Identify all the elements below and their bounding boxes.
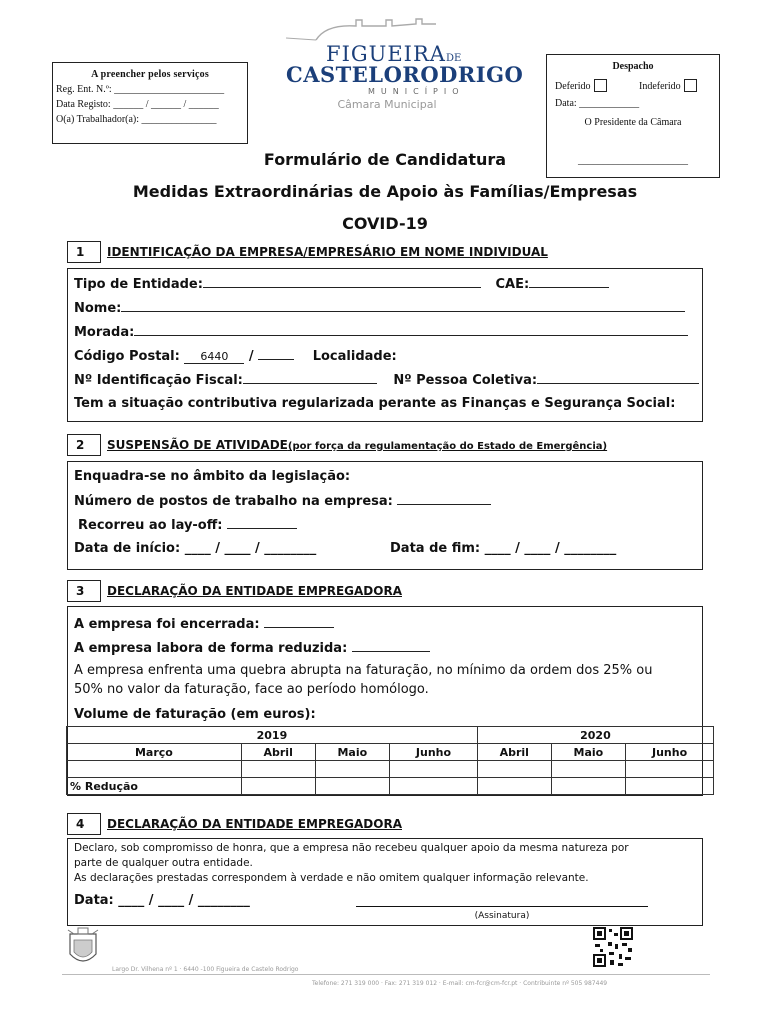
section4-data-field[interactable]: Data: ____ / ____ / ________ — [74, 893, 250, 908]
tipo-entidade-input[interactable] — [203, 276, 481, 288]
data-registo-field[interactable]: Data Registo: ______ / ______ / ______ — [56, 99, 219, 110]
postos-input[interactable] — [397, 493, 491, 505]
nif-input[interactable] — [243, 372, 377, 384]
section4-title: DECLARAÇÃO DA ENTIDADE EMPREGADORA — [107, 817, 402, 831]
section1-title: IDENTIFICAÇÃO DA EMPRESA/EMPRESÁRIO EM NOME INDIVIDUAL — [107, 245, 548, 259]
cp-prefix-input[interactable]: 6440 — [184, 350, 244, 364]
deferido-checkbox[interactable] — [594, 79, 607, 92]
layoff-row: Recorreu ao lay-off: — [78, 517, 297, 533]
section1-header — [67, 241, 689, 263]
logo-subtitle: Câmara Municipal — [337, 98, 437, 111]
codigo-postal-row: Código Postal: 6440 / Localidade: — [74, 349, 397, 364]
table-row — [67, 761, 714, 778]
value-cell[interactable] — [67, 761, 242, 778]
postos-row: Número de postos de trabalho na empresa: — [74, 493, 491, 509]
value-cell[interactable] — [551, 761, 626, 778]
section3-header — [67, 580, 689, 602]
situacao-label: Tem a situação contributiva regularizada perante as Finanças e Segurança Social: — [74, 396, 676, 411]
declaration-line2: parte de qualquer outra entidade. — [74, 857, 253, 869]
section3-title: DECLARAÇÃO DA ENTIDADE EMPREGADORA — [107, 584, 402, 598]
form-title: Formulário de Candidatura — [263, 150, 507, 169]
table-row — [67, 744, 714, 761]
covid-title: COVID-19 — [342, 214, 428, 233]
data-fim-field[interactable]: Data de fim: ____ / ____ / ________ — [390, 541, 617, 556]
tipo-entidade-row: Tipo de Entidade: CAE: — [74, 276, 609, 292]
logo-line1: FIGUEIRADE — [326, 42, 462, 66]
trabalhador-field[interactable]: O(a) Trabalhador(a): _______________ — [56, 114, 217, 125]
castle-icon — [286, 18, 486, 44]
footer-address: Largo Dr. Vilhena nº 1 · 6440 -100 Figueira de Castelo Rodrigo — [112, 966, 299, 973]
despacho-signature-line[interactable]: ______________________ — [578, 155, 688, 166]
municipality-logo — [280, 18, 524, 113]
cae-input[interactable] — [529, 276, 609, 288]
footer-contacts: Telefone: 271 319 000 · Fax: 271 319 012 · E-mail: cm-fcr@cm-fcr.pt · Contribuinte nº 505 987449 — [312, 980, 608, 987]
value-cell[interactable] — [315, 761, 390, 778]
reducao-cell[interactable] — [477, 778, 551, 795]
logo-line3: MUNICÍPIO — [368, 87, 465, 96]
reducao-cell[interactable] — [315, 778, 390, 795]
quebra-line2: 50% no valor da faturação, face ao período homólogo. — [74, 682, 429, 697]
volume-label: Volume de faturação (em euros): — [74, 707, 316, 722]
reduzida-input[interactable] — [352, 640, 430, 652]
signature-line[interactable] — [356, 906, 648, 907]
reducao-label: % Redução — [67, 778, 242, 795]
morada-input[interactable] — [134, 324, 688, 336]
nif-row: Nº Identificação Fiscal: Nº Pessoa Coletiva: — [74, 372, 699, 388]
president-label: O Presidente da Câmara — [584, 117, 682, 128]
section3-number: 3 — [67, 580, 101, 602]
encerrada-row: A empresa foi encerrada: — [74, 616, 334, 632]
data-inicio-field[interactable]: Data de início: ____ / ____ / ________ — [74, 541, 317, 556]
footer-divider — [62, 974, 710, 975]
value-cell[interactable] — [626, 761, 714, 778]
npc-input[interactable] — [537, 372, 699, 384]
quebra-line1: A empresa enfrenta uma quebra abrupta na faturação, no mínimo da ordem dos 25% ou — [74, 663, 653, 678]
layoff-input[interactable] — [227, 517, 297, 529]
col-maio-2020: Maio — [551, 744, 626, 761]
reducao-cell[interactable] — [551, 778, 626, 795]
qr-code-icon — [592, 926, 634, 968]
deferido-option: Deferido — [555, 79, 607, 92]
declaration-line3: As declarações prestadas correspondem à verdade e não omitem qualquer informação relevante. — [74, 872, 589, 884]
reducao-cell[interactable] — [390, 778, 478, 795]
col-abril-2020: Abril — [477, 744, 551, 761]
indeferido-option: Indeferido — [639, 79, 697, 92]
col-junho-2019: Junho — [390, 744, 478, 761]
coat-of-arms-icon — [60, 926, 106, 972]
col-maio-2019: Maio — [315, 744, 390, 761]
col-junho-2020: Junho — [626, 744, 714, 761]
nome-input[interactable] — [121, 300, 685, 312]
enquadra-label: Enquadra-se no âmbito da legislação: — [74, 469, 351, 484]
despacho-data-field[interactable]: Data: ____________ — [555, 98, 640, 109]
logo-line2: CASTELORODRIGO — [286, 62, 524, 87]
section2-header — [67, 434, 689, 456]
year-2020-header: 2020 — [477, 727, 713, 744]
section1-number: 1 — [67, 241, 101, 263]
section2-number: 2 — [67, 434, 101, 456]
reduzida-row: A empresa labora de forma reduzida: — [74, 640, 430, 656]
morada-row: Morada: — [74, 324, 688, 340]
services-box — [52, 62, 248, 144]
volume-table — [66, 726, 714, 795]
indeferido-checkbox[interactable] — [684, 79, 697, 92]
section4-number: 4 — [67, 813, 101, 835]
value-cell[interactable] — [390, 761, 478, 778]
col-abril-2019: Abril — [241, 744, 315, 761]
declaration-line1: Declaro, sob compromisso de honra, que a empresa não recebeu qualquer apoio da mesma natureza por — [74, 842, 629, 854]
section2-title: SUSPENSÃO DE ATIVIDADE(por força da regulamentação do Estado de Emergência) — [107, 438, 608, 452]
cp-suffix-input[interactable] — [258, 348, 294, 360]
assinatura-label: (Assinatura) — [474, 911, 530, 921]
reducao-cell[interactable] — [241, 778, 315, 795]
table-row — [67, 778, 714, 795]
nome-row: Nome: — [74, 300, 685, 316]
table-row — [67, 727, 714, 744]
reg-ent-field[interactable]: Reg. Ent. N.º: ______________________ — [56, 84, 225, 95]
value-cell[interactable] — [477, 761, 551, 778]
year-2019-header: 2019 — [67, 727, 478, 744]
section4-header — [67, 813, 689, 835]
measures-title: Medidas Extraordinárias de Apoio às Famílias/Empresas — [132, 182, 638, 201]
col-marco: Março — [67, 744, 242, 761]
reducao-cell[interactable] — [626, 778, 714, 795]
despacho-title: Despacho — [612, 61, 654, 72]
services-box-title: A preencher pelos serviços — [91, 69, 209, 80]
encerrada-input[interactable] — [264, 616, 334, 628]
value-cell[interactable] — [241, 761, 315, 778]
